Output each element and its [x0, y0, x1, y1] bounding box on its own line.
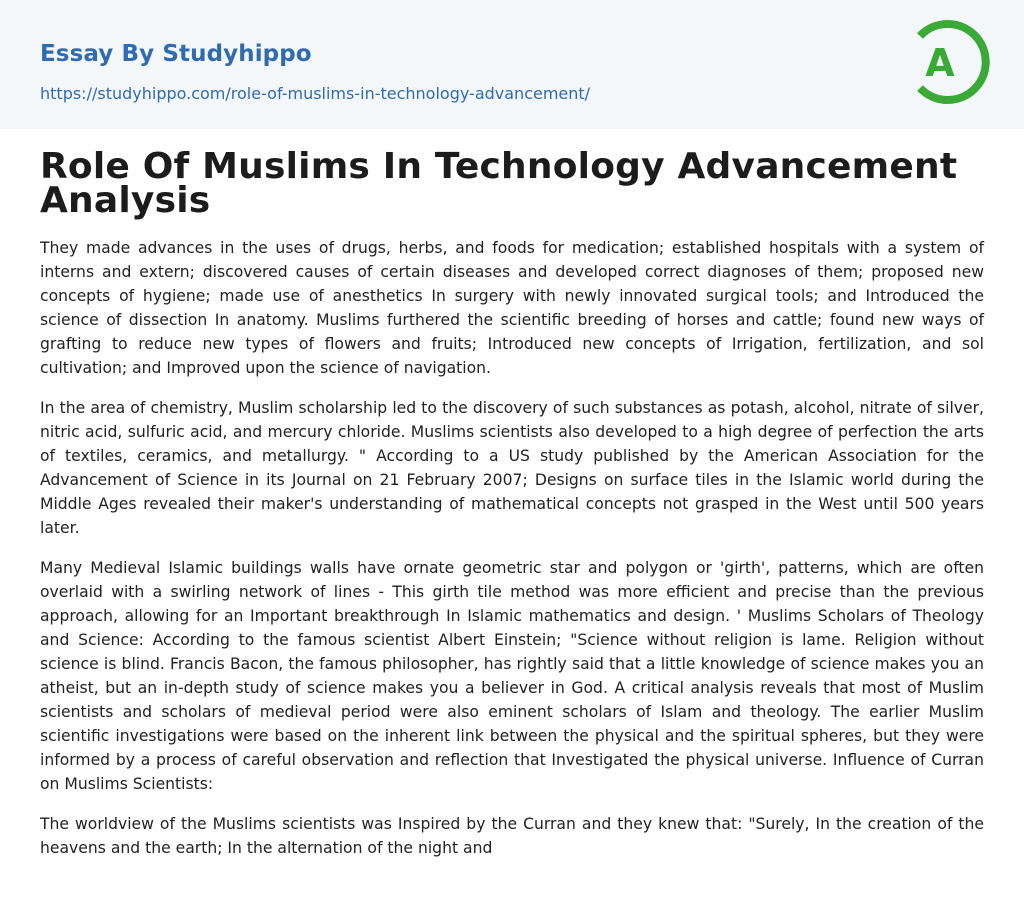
source-url-link[interactable]: https://studyhippo.com/role-of-muslims-in-technology-advancement/ — [40, 84, 591, 103]
brand-title[interactable]: Essay By Studyhippo — [40, 41, 312, 67]
article-paragraph: They made advances in the uses of drugs, herbs, and foods for medication; established hospitals with a system of interns and extern; discovered causes of certain diseases and developed correct diagnoses of them; proposed new concepts of hygiene; made use of anesthetics In surgery with newly innovated surgical tools; and Introduced the science of dissection In anatomy. Muslims furthered the scientific breeding of horses and cattle; found new ways of grafting to reduce new types of flowers and fruits; Introduced new concepts of Irrigation, fertilization, and sol cultivation; and Improved upon the science of navigation. — [40, 239, 984, 377]
article-content — [40, 146, 984, 860]
logo-letter: A — [925, 41, 955, 85]
site-header — [0, 0, 1024, 129]
studyhippo-logo-icon[interactable] — [906, 14, 992, 110]
article-paragraph: In the area of chemistry, Muslim scholarship led to the discovery of such substances as potash, alcohol, nitrate of silver, nitric acid, sulfuric acid, and mercury chloride. Muslims scientists also developed to a high degree of perfection the arts of textiles, ceramics, and metallurgy. " According to a US study published by the American Association for the Advancement of Science in its Journal on 21 February 2007; Designs on surface tiles in the Islamic world during the Middle Ages revealed their maker's understanding of mathematical concepts not grasped in the West until 500 years later. — [40, 399, 984, 537]
article-paragraph: The worldview of the Muslims scientists was Inspired by the Curran and they knew that: "Surely, In the creation of the heavens and the earth; In the alternation of the night and — [40, 815, 984, 857]
page-title: Role Of Muslims In Technology Advancement Analysis — [40, 146, 958, 221]
article-paragraph: Many Medieval Islamic buildings walls have ornate geometric star and polygon or 'girth', patterns, which are often overlaid with a swirling network of lines - This girth tile method was more efficient and precise than the previous approach, allowing for an Important breakthrough In Islamic mathematics and design. ' Muslims Scholars of Theology and Science: According to the famous scientist Albert Einstein; "Science without religion is lame. Religion without science is blind. Francis Bacon, the famous philosopher, has rightly said that a little knowledge of science makes you an atheist, but an in-depth study of science makes you a believer in God. A critical analysis reveals that most of Muslim scientists and scholars of medieval period were also eminent scholars of Islam and theology. The earlier Muslim scientific investigations were based on the inherent link between the physical and the spiritual spheres, but they were informed by a process of careful observation and reflection that Investigated the physical universe. Influence of Curran on Muslims Scientists: — [40, 559, 984, 793]
